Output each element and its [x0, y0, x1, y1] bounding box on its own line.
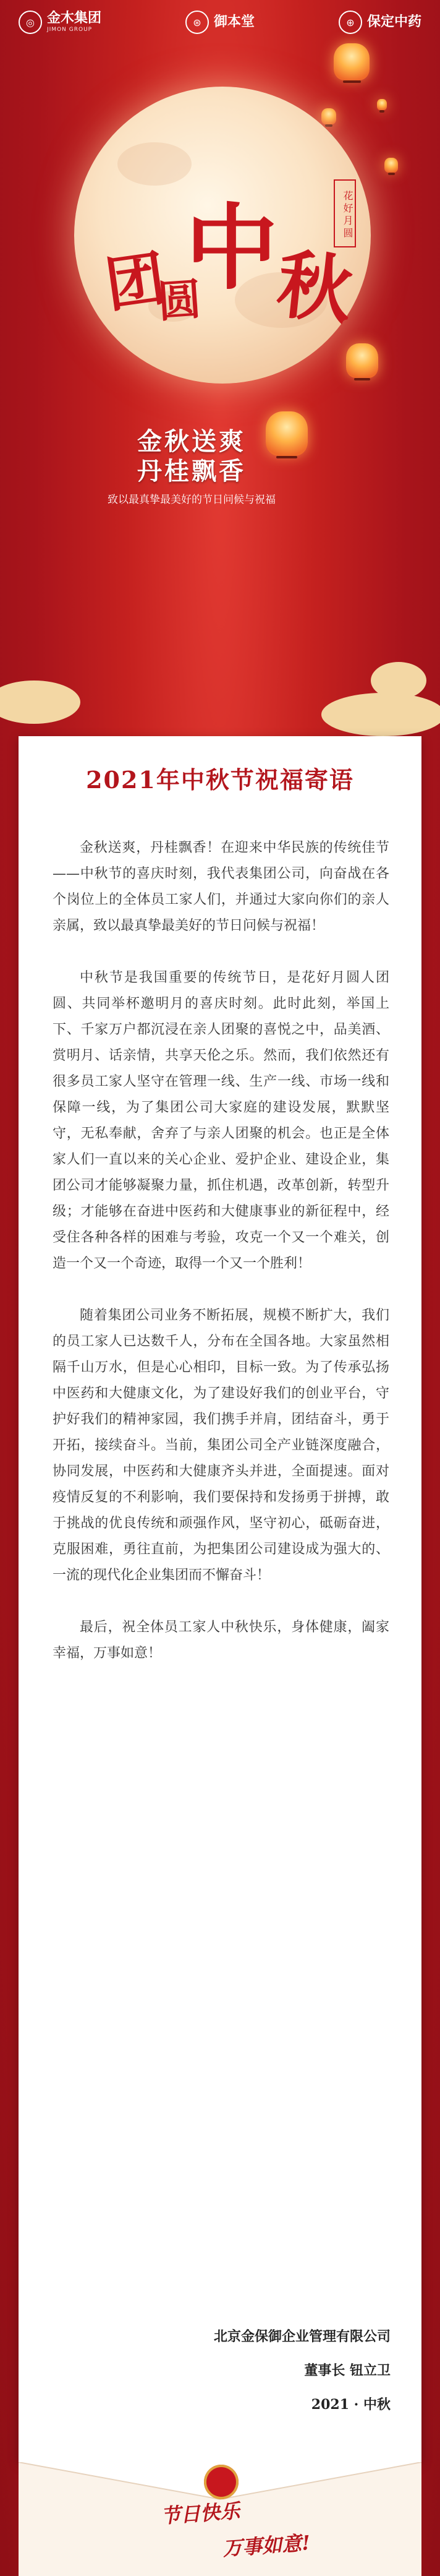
logo-baoding-name: 保定中药 — [366, 14, 421, 30]
tagline-line-2: 丹桂飘香 — [137, 457, 246, 486]
letter-paragraph: 随着集团公司业务不断拓展，规模不断扩大，我们的员工家人已达数千人，分布在全国各地。大家虽然相隔千山万水，但是心心相印，目标一致。为了传承弘扬中医药和大健康文化，为了建设好我们的创业平台，守护好我们的精神家园，我们携手并肩，团结奋斗，勇于开拓，接续奋斗。当前，集团公司全产业链深度融合，协同发展，中医药和大健康齐头并进，全面提速。面对疫情反复的不利影响，我们要保持和发扬勇于拼搏，敢于挑战的优良传统和顽强作风，坚守初心，砥砺奋进，克服困难，勇往直前，为把集团公司建设成为强大的、一流的现代化企业集团而不懈奋斗！ — [53, 1308, 389, 1583]
cloud-decoration — [371, 662, 426, 699]
envelope-text-2: 万事如意! — [221, 2531, 311, 2561]
envelope-text-1: 节日快乐 — [159, 2499, 241, 2528]
title-char-qiu: 秋 — [273, 241, 357, 335]
cloud-decoration — [321, 693, 440, 736]
title-char-tuan: 团 — [101, 243, 170, 321]
letter-paper — [19, 736, 421, 2462]
wax-seal-icon — [204, 2465, 239, 2499]
lantern-icon — [377, 99, 387, 110]
hero-tagline — [99, 427, 284, 509]
logo-baoding — [339, 11, 421, 34]
header-logos — [19, 9, 421, 36]
seal-stamp: 花好月圆 — [334, 179, 356, 247]
logo-yubentang — [185, 11, 255, 34]
tagline-line-3: 致以最真挚最美好的节日问候与祝福 — [108, 494, 276, 506]
lantern-icon — [346, 343, 378, 378]
baoding-logo-icon: ⊕ — [339, 11, 362, 34]
logo-jimon-name: 金木集团 — [47, 11, 102, 26]
title-char-zhong: 中 — [185, 194, 279, 303]
letter-paragraph: 中秋节是我国重要的传统节日，是花好月圆人团圆、共同举杯邀明月的喜庆时刻。此时此刻，举国上下、千家万户都沉浸在亲人团聚的喜悦之中，品美酒、赏明月、话亲情，共享天伦之乐。然而，我们依然还有很多员工家人坚守在管理一线、生产一线、市场一线和保障一线，为了集团公司大家庭的建设发展，默默坚守，无私奉献，舍弃了与亲人团聚的机会。也正是全体家人们一直以来的关心企业、爱护企业、建设企业，集团公司才能够凝聚力量，抓住机遇，改革创新，转型升级；才能够在奋进中医药和大健康事业的新征程中，经受住各种各样的困难与考验，攻克一个又一个难关，创造一个又一个奇迹，取得一个又一个胜利！ — [53, 970, 389, 1271]
title-char-yuan: 圆 — [156, 273, 203, 328]
signature-date: 2021 · 中秋 — [311, 2397, 391, 2413]
signature-signer: 董事长 钮立卫 — [304, 2363, 391, 2379]
signature-company: 北京金保御企业管理有限公司 — [213, 2329, 391, 2345]
jimon-logo-icon: ◎ — [19, 11, 42, 34]
letter-body — [53, 835, 389, 1693]
letter-heading: 2021年中秋节祝福寄语 — [86, 766, 354, 794]
letter-paragraph: 最后，祝全体员工家人中秋快乐，身体健康，阖家幸福，万事如意！ — [53, 1620, 389, 1661]
logo-jimon-sub: JIMON GROUP — [47, 27, 93, 33]
lantern-icon — [334, 43, 370, 80]
logo-yubentang-name: 御本堂 — [213, 14, 255, 30]
envelope — [19, 2462, 421, 2576]
cloud-decoration — [0, 680, 80, 724]
logo-jimon — [19, 11, 101, 34]
letter-paragraph: 金秋送爽，丹桂飘香！在迎来中华民族的传统佳节——中秋节的喜庆时刻，我代表集团公司，向奋战在各个岗位上的全体员工家人们，并通过大家向你们的亲人亲属，致以最真挚最美好的节日问候与祝福！ — [53, 840, 389, 934]
lantern-icon — [321, 108, 336, 124]
tagline-line-1: 金秋送爽 — [137, 427, 246, 456]
lantern-icon — [384, 158, 398, 173]
yubentang-logo-icon: ⊛ — [185, 11, 209, 34]
